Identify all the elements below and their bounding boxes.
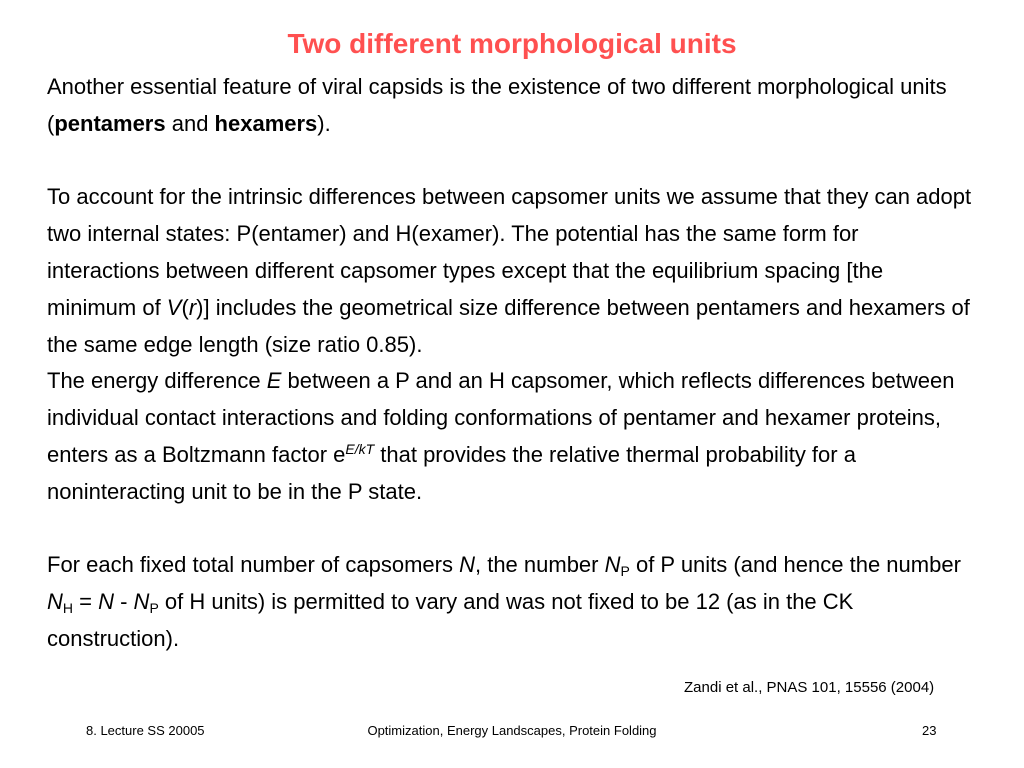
paragraph-text: ( bbox=[181, 294, 189, 320]
paragraph-gap bbox=[47, 143, 977, 180]
symbol-n: N bbox=[47, 589, 63, 615]
paragraph-text: of H units) is permitted to vary and was not fixed to be 12 (as in the CK construction). bbox=[47, 589, 854, 651]
symbol-n: N bbox=[604, 552, 621, 578]
paragraph-text: = bbox=[73, 589, 99, 615]
paragraph-gap bbox=[47, 511, 977, 548]
paragraph-text: )] includes the geometrical size difference between pentamers and hexamers of the same edge length (size ratio 0.85). bbox=[47, 294, 970, 357]
paragraph-text: ). bbox=[317, 110, 331, 136]
exponent-text: E/kT bbox=[345, 440, 375, 457]
term-pentamers: pentamers bbox=[54, 110, 166, 136]
slide-body bbox=[47, 69, 977, 658]
paragraph-text: The energy difference bbox=[47, 368, 267, 394]
symbol-n: N bbox=[98, 589, 114, 615]
paragraph-capsomer-count bbox=[47, 547, 977, 657]
paragraph-text: that provides the relative thermal probability for a noninteracting unit to be in the P state. bbox=[47, 441, 856, 504]
paragraph-text: - bbox=[113, 589, 134, 615]
paragraph-text: For each fixed total number of capsomers bbox=[47, 552, 460, 578]
paragraph-text: , the number bbox=[474, 552, 605, 578]
symbol-n: N bbox=[133, 589, 150, 615]
subscript-p: P bbox=[620, 563, 630, 580]
paragraph-text: To account for the intrinsic differences between capsomer units we assume that they can adopt two internal states: P(entamer) and H(examer). The potential has the same form for interactions between different capsomer types except that the equilibrium spacing [the minimum of bbox=[47, 184, 972, 320]
term-hexamers: hexamers bbox=[214, 110, 318, 136]
paragraph-text: between a P and an H capsomer, which reflects differences between individual contact interactions and folding conformations of pentamer and hexamer proteins, enters as a Boltzmann factor e bbox=[47, 368, 955, 467]
paragraph-internal-states bbox=[47, 179, 977, 363]
symbol-v: V bbox=[166, 294, 182, 320]
symbol-e: E bbox=[266, 368, 282, 394]
paragraph-text: and bbox=[165, 110, 215, 136]
slide-title: Two different morphological units bbox=[287, 28, 737, 59]
boltzmann-exponent bbox=[345, 441, 374, 457]
paragraph-pentamers-hexamers bbox=[47, 69, 977, 143]
footer-course-title: Optimization, Energy Landscapes, Protein Folding bbox=[367, 723, 657, 738]
symbol-r: r bbox=[188, 294, 197, 320]
footer-lecture: 8. Lecture SS 20005 bbox=[86, 723, 205, 738]
paragraph-energy-difference bbox=[47, 363, 977, 510]
symbol-n: N bbox=[459, 552, 475, 578]
paragraph-text: Another essential feature of viral capsids is the existence of two different morphological units ( bbox=[47, 74, 947, 136]
paragraph-text: of P units (and hence the number bbox=[629, 552, 961, 578]
subscript-h: H bbox=[62, 600, 74, 617]
subscript-p: P bbox=[149, 600, 159, 617]
footer-page-number: 23 bbox=[922, 723, 937, 738]
citation: Zandi et al., PNAS 101, 15556 (2004) bbox=[684, 679, 935, 696]
